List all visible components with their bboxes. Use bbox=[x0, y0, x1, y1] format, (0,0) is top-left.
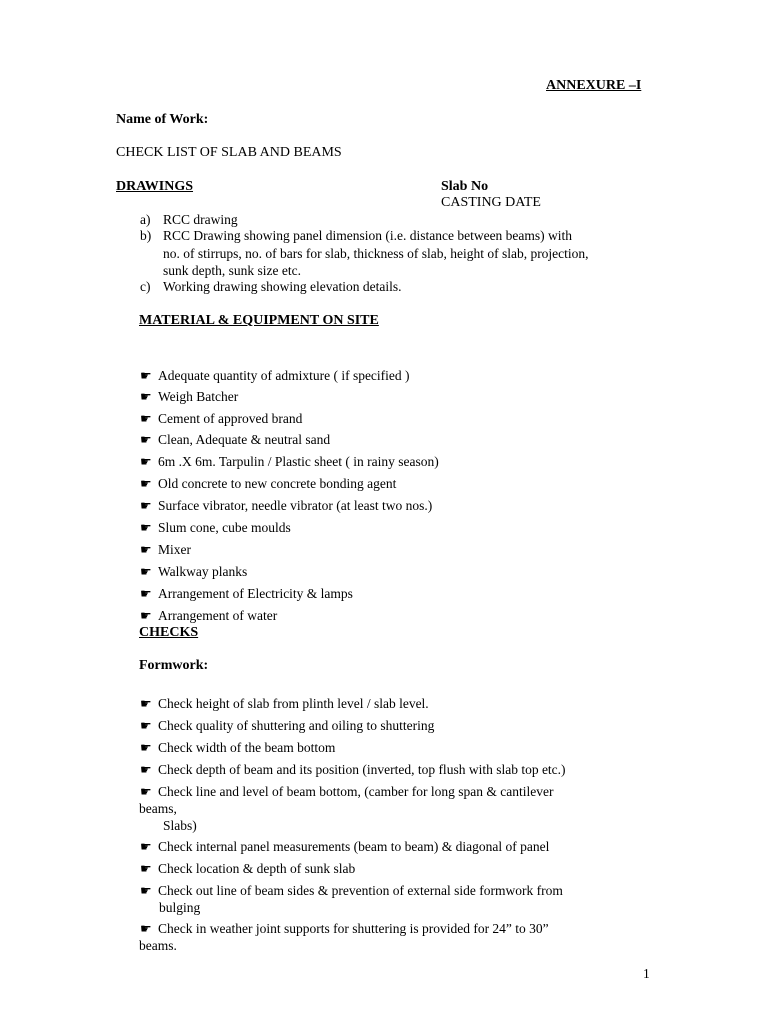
pointing-hand-icon: ☛ bbox=[140, 784, 152, 799]
list-item: ☛ Check quality of shuttering and oiling to shuttering bbox=[140, 718, 435, 733]
pointing-hand-icon: ☛ bbox=[140, 542, 152, 557]
page-title: CHECK LIST OF SLAB AND BEAMS bbox=[116, 145, 342, 160]
drawing-item-text: no. of stirrups, no. of bars for slab, thickness of slab, height of slab, projection, bbox=[163, 246, 589, 261]
list-item-continuation: beams, bbox=[139, 801, 177, 816]
formwork-subheading: Formwork: bbox=[139, 658, 209, 673]
drawing-item-label: a) bbox=[140, 212, 151, 227]
drawings-heading: DRAWINGS bbox=[116, 179, 194, 194]
annexure-label: ANNEXURE –I bbox=[546, 78, 642, 93]
list-item: ☛ Mixer bbox=[140, 542, 191, 557]
list-item: ☛ Check width of the beam bottom bbox=[140, 740, 336, 755]
list-item: ☛ Check line and level of beam bottom, (camber for long span & cantilever bbox=[140, 784, 554, 799]
pointing-hand-icon: ☛ bbox=[140, 740, 152, 755]
list-item: ☛ Walkway planks bbox=[140, 564, 248, 579]
list-item: ☛ Check height of slab from plinth level / slab level. bbox=[140, 696, 429, 711]
list-item-continuation: bulging bbox=[159, 900, 201, 915]
slab-no-label: Slab No bbox=[441, 179, 489, 194]
pointing-hand-icon: ☛ bbox=[140, 696, 152, 711]
pointing-hand-icon: ☛ bbox=[140, 432, 152, 447]
pointing-hand-icon: ☛ bbox=[140, 921, 152, 936]
pointing-hand-icon: ☛ bbox=[140, 883, 152, 898]
checks-heading: CHECKS bbox=[139, 625, 199, 640]
list-item: ☛ Check in weather joint supports for shuttering is provided for 24” to 30” bbox=[140, 921, 549, 936]
list-item: ☛ Check out line of beam sides & prevention of external side formwork from bbox=[140, 883, 563, 898]
list-item: ☛ Surface vibrator, needle vibrator (at least two nos.) bbox=[140, 498, 433, 513]
list-item: ☛ Arrangement of Electricity & lamps bbox=[140, 586, 353, 601]
pointing-hand-icon: ☛ bbox=[140, 718, 152, 733]
drawing-item-text: RCC Drawing showing panel dimension (i.e. distance between beams) with bbox=[163, 228, 573, 243]
list-item: ☛ Old concrete to new concrete bonding agent bbox=[140, 476, 397, 491]
pointing-hand-icon: ☛ bbox=[140, 368, 152, 383]
casting-date-label: CASTING DATE bbox=[441, 195, 541, 210]
page-number: 1 bbox=[643, 966, 650, 981]
list-item: ☛ Adequate quantity of admixture ( if specified ) bbox=[140, 368, 410, 383]
pointing-hand-icon: ☛ bbox=[140, 564, 152, 579]
list-item: ☛ Weigh Batcher bbox=[140, 389, 239, 404]
list-item: ☛ Check location & depth of sunk slab bbox=[140, 861, 356, 876]
drawing-item-label: b) bbox=[140, 228, 152, 243]
drawing-item-label: c) bbox=[140, 279, 151, 294]
list-item: ☛ Check depth of beam and its position (inverted, top flush with slab top etc.) bbox=[140, 762, 566, 777]
pointing-hand-icon: ☛ bbox=[140, 520, 152, 535]
list-item: ☛ Arrangement of water bbox=[140, 608, 278, 623]
name-of-work-label: Name of Work: bbox=[116, 112, 209, 127]
pointing-hand-icon: ☛ bbox=[140, 476, 152, 491]
material-heading: MATERIAL & EQUIPMENT ON SITE bbox=[139, 313, 379, 328]
list-item-continuation: Slabs) bbox=[163, 818, 197, 833]
list-item: ☛ Cement of approved brand bbox=[140, 411, 303, 426]
pointing-hand-icon: ☛ bbox=[140, 839, 152, 854]
list-item-continuation: beams. bbox=[139, 938, 177, 953]
drawing-item-text: RCC drawing bbox=[163, 212, 238, 227]
pointing-hand-icon: ☛ bbox=[140, 586, 152, 601]
drawing-item-text: Working drawing showing elevation details. bbox=[163, 279, 402, 294]
pointing-hand-icon: ☛ bbox=[140, 861, 152, 876]
pointing-hand-icon: ☛ bbox=[140, 608, 152, 623]
pointing-hand-icon: ☛ bbox=[140, 454, 152, 469]
list-item: ☛ Slum cone, cube moulds bbox=[140, 520, 291, 535]
pointing-hand-icon: ☛ bbox=[140, 498, 152, 513]
list-item: ☛ Check internal panel measurements (beam to beam) & diagonal of panel bbox=[140, 839, 550, 854]
pointing-hand-icon: ☛ bbox=[140, 389, 152, 404]
pointing-hand-icon: ☛ bbox=[140, 762, 152, 777]
list-item: ☛ 6m .X 6m. Tarpulin / Plastic sheet ( in rainy season) bbox=[140, 454, 439, 469]
pointing-hand-icon: ☛ bbox=[140, 411, 152, 426]
drawing-item-text: sunk depth, sunk size etc. bbox=[163, 263, 301, 278]
list-item: ☛ Clean, Adequate & neutral sand bbox=[140, 432, 331, 447]
